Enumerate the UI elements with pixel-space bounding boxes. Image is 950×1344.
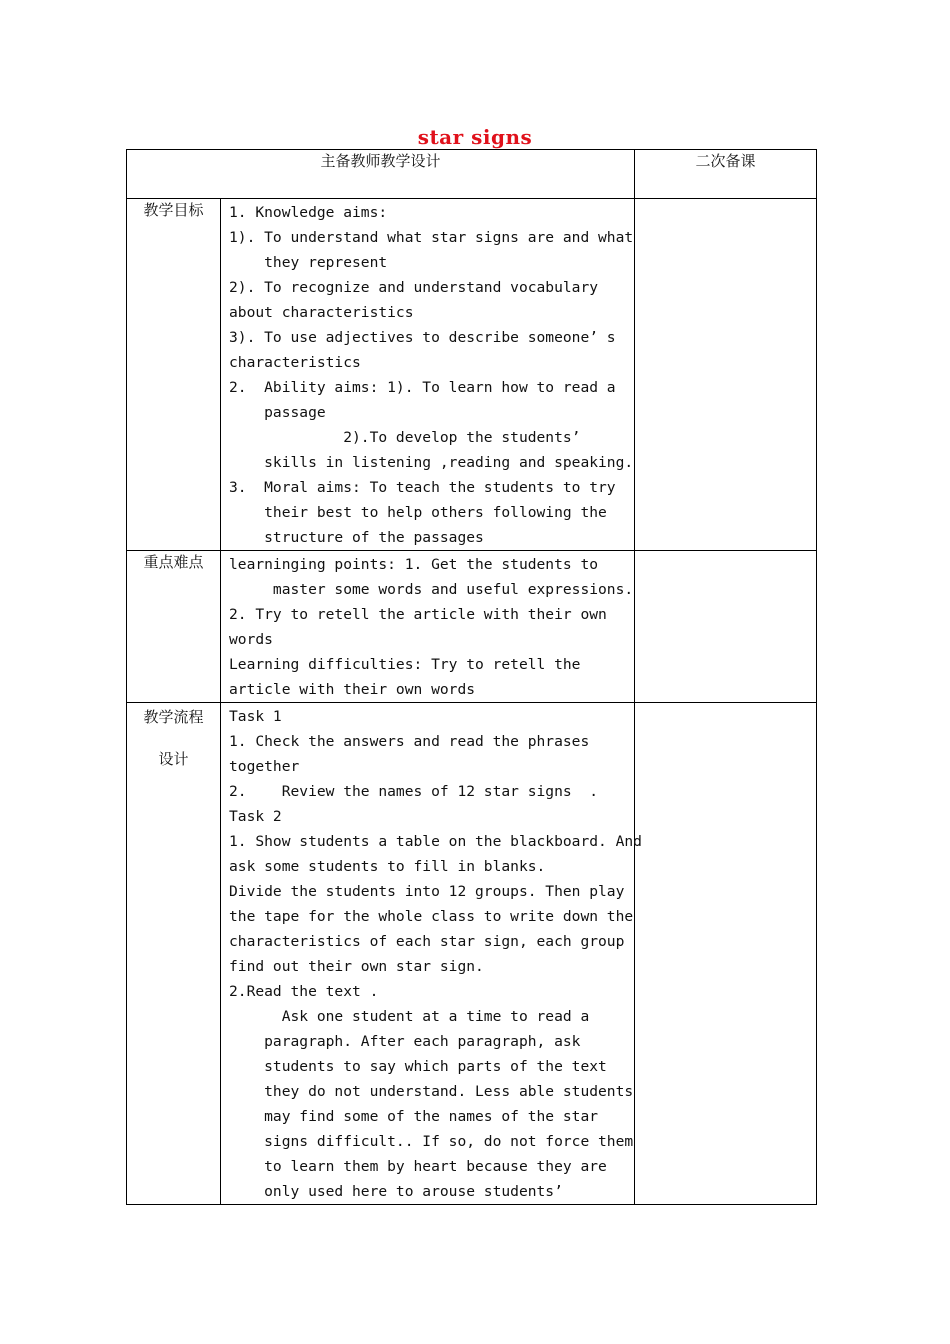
text-line: 2.Read the text . [229,983,379,1000]
text-line: 3). To use adjectives to describe someone’ s [229,329,616,346]
text-line: may find some of the names of the star [229,1108,599,1125]
text-line: Divide the students into 12 groups. Then play [229,883,625,900]
text-line: learninging points: 1. Get the students to [229,556,599,573]
content-teaching-process [221,703,642,1205]
text-line: Task 1 [229,708,282,725]
text-line: 2. Try to retell the article with their own [229,606,607,623]
second-prep-cell-aims [635,199,817,551]
label-line: 设计 [158,750,189,768]
text-line: they represent [229,254,388,271]
text-line: Task 2 [229,808,282,825]
row-teaching-process [127,703,817,1205]
text-line: master some words and useful expressions. [229,581,634,598]
text-line: 1. Check the answers and read the phrases [229,733,590,750]
text-line: 2. Review the names of 12 star signs . [229,783,599,800]
text-line: passage [229,404,326,421]
text-line: Ask one student at a time to read a [229,1008,590,1025]
text-line: they do not understand. Less able students [229,1083,634,1100]
text-line: only used here to arouse students’ [229,1183,563,1200]
text-line: paragraph. After each paragraph, ask [229,1033,581,1050]
header-main-design: 主备教师教学设计 [127,150,635,199]
text-line: words [229,631,273,648]
text-line: 2).To develop the students’ [229,429,581,446]
second-prep-cell-key-points [635,551,817,703]
text-line: 1. Show students a table on the blackboard. And [229,833,642,850]
text-line: about characteristics [229,304,414,321]
text-line: 1. Knowledge aims: [229,204,388,221]
text-line: characteristics [229,354,361,371]
document-title: star signs [417,125,533,149]
text-line: skills in listening ,reading and speaking. [229,454,634,471]
row-teaching-aims [127,199,817,551]
text-line: to learn them by heart because they are [229,1158,607,1175]
text-line: characteristics of each star sign, each group [229,933,625,950]
label-key-points: 重点难点 [127,551,221,703]
header-second-prep: 二次备课 [635,150,817,199]
content-teaching-aims [221,199,635,551]
text-line: ask some students to fill in blanks. [229,858,546,875]
label-teaching-aims: 教学目标 [127,199,221,551]
row-key-points [127,551,817,703]
text-line: 2). To recognize and understand vocabulary [229,279,599,296]
text-line: article with their own words [229,681,476,698]
second-prep-cell-process [635,703,817,1205]
header-row [127,150,817,199]
text-line: Learning difficulties: Try to retell the [229,656,581,673]
text-line: find out their own star sign. [229,958,484,975]
text-line: structure of the passages [229,529,484,546]
text-line: the tape for the whole class to write down the [229,908,634,925]
lesson-plan-table [126,149,817,1205]
label-teaching-process [127,703,221,1205]
text-line: together [229,758,300,775]
text-line: 3. Moral aims: To teach the students to try [229,479,616,496]
text-line: signs difficult.. If so, do not force them [229,1133,634,1150]
text-line: students to say which parts of the text [229,1058,607,1075]
text-line: 2. Ability aims: 1). To learn how to read a [229,379,616,396]
text-line: their best to help others following the [229,504,607,521]
text-line: 1). To understand what star signs are and what [229,229,634,246]
content-key-points [221,551,635,703]
label-line: 教学流程 [143,708,204,726]
